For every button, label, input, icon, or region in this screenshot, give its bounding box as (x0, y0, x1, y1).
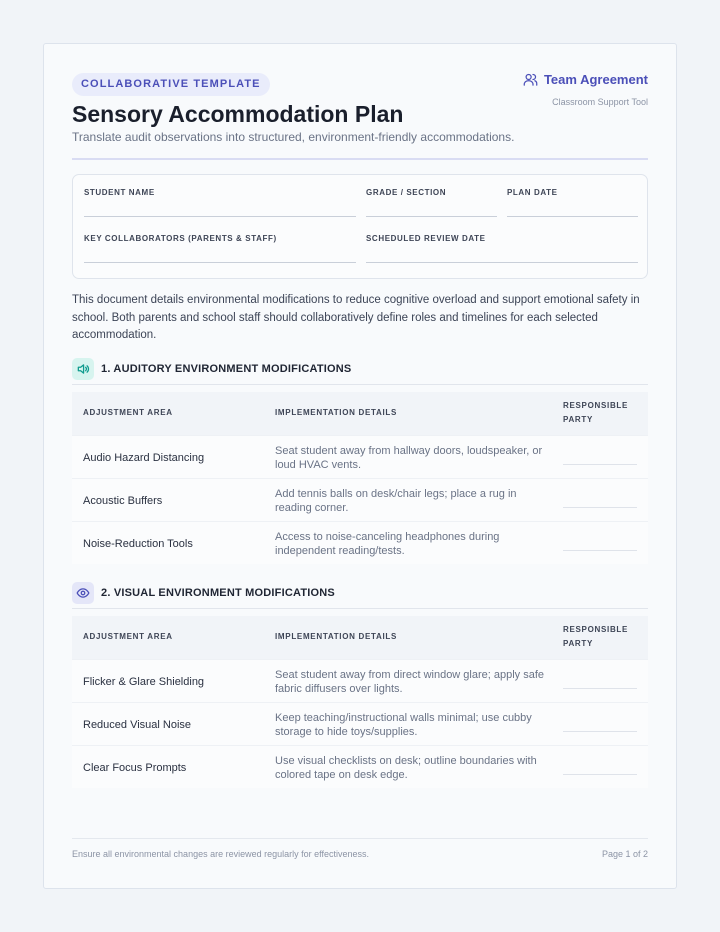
adjustment-area: Noise-Reduction Tools (83, 537, 193, 550)
implementation-details: Add tennis balls on desk/chair legs; place a rug in reading corner. (275, 487, 517, 514)
table-row (72, 435, 648, 478)
col-party-header: RESPONSIBLE PARTY (563, 625, 629, 648)
implementation-details: Seat student away from hallway doors, loudspeaker, or loud HVAC vents. (275, 444, 543, 471)
adjustment-area: Clear Focus Prompts (83, 761, 187, 774)
col-area-header: ADJUSTMENT AREA (83, 632, 173, 641)
col-details-header: IMPLEMENTATION DETAILS (275, 408, 398, 417)
review-date-field[interactable] (366, 234, 638, 243)
col-area-header: ADJUSTMENT AREA (83, 408, 173, 417)
responsible-party-input[interactable] (563, 774, 637, 775)
intro-paragraph: This document details environmental modifications to reduce cognitive overload and support emotional safety in school. Both parents and school staff should collaboratively define roles and timelines for each selected accommodation. (72, 294, 640, 341)
page-subtitle: Translate audit observations into structured, environment-friendly accommodations. (72, 130, 515, 144)
table-row (72, 745, 648, 788)
users-icon (523, 72, 538, 87)
section-visual-divider (72, 608, 648, 609)
implementation-details: Keep teaching/instructional walls minimal; use cubby storage to hide toys/supplies. (275, 711, 532, 738)
eye-icon (72, 582, 94, 604)
team-agreement-label: Team Agreement (543, 72, 648, 87)
table-header (72, 392, 648, 435)
implementation-details: Seat student away from direct window glare; apply safe fabric diffusers over lights. (275, 668, 545, 695)
table-header (72, 616, 648, 659)
header-divider (72, 158, 648, 160)
section-auditory-divider (72, 384, 648, 385)
adjustment-area: Audio Hazard Distancing (83, 451, 205, 464)
student-name-label: STUDENT NAME (84, 188, 155, 197)
collaborators-label: KEY COLLABORATORS (PARENTS & STAFF) (84, 234, 277, 243)
section-auditory-heading (72, 358, 648, 380)
responsible-party-input[interactable] (563, 464, 637, 465)
table-row (72, 702, 648, 745)
responsible-party-input[interactable] (563, 507, 637, 508)
plan-date-label: PLAN DATE (507, 188, 558, 197)
template-badge: COLLABORATIVE TEMPLATE (72, 73, 270, 96)
plan-date-field[interactable] (507, 188, 638, 197)
col-details-header: IMPLEMENTATION DETAILS (275, 632, 398, 641)
table-row (72, 521, 648, 564)
team-agreement (523, 72, 648, 87)
auditory-table (72, 392, 648, 564)
table-row (72, 478, 648, 521)
page-title: Sensory Accommodation Plan (72, 101, 404, 127)
speaker-icon (72, 358, 94, 380)
section-visual-title: 2. VISUAL ENVIRONMENT MODIFICATIONS (101, 587, 335, 599)
adjustment-area: Reduced Visual Noise (83, 718, 192, 731)
footer-note: Ensure all environmental changes are reviewed regularly for effectiveness. (72, 849, 369, 859)
section-visual-heading (72, 582, 648, 604)
section-auditory-title: 1. AUDITORY ENVIRONMENT MODIFICATIONS (101, 363, 352, 375)
col-party-header: RESPONSIBLE PARTY (563, 401, 629, 424)
table-row (72, 659, 648, 702)
plan-date-line (507, 216, 638, 217)
visual-table (72, 616, 648, 788)
responsible-party-input[interactable] (563, 550, 637, 551)
student-name-line (84, 216, 356, 217)
collaborators-line (84, 262, 356, 263)
page-number: Page 1 of 2 (601, 849, 648, 859)
document-page (43, 43, 677, 889)
responsible-party-input[interactable] (563, 731, 637, 732)
collaborators-field[interactable] (84, 234, 356, 243)
tool-label: Classroom Support Tool (552, 97, 648, 107)
footer-divider (72, 838, 648, 839)
implementation-details: Use visual checklists on desk; outline boundaries with colored tape on desk edge. (275, 754, 537, 781)
adjustment-area: Acoustic Buffers (83, 494, 163, 507)
responsible-party-input[interactable] (563, 688, 637, 689)
grade-section-label: GRADE / SECTION (366, 188, 447, 197)
implementation-details: Access to noise-canceling headphones during independent reading/tests. (275, 530, 500, 557)
review-date-label: SCHEDULED REVIEW DATE (366, 234, 486, 243)
student-info-form (72, 174, 648, 279)
grade-section-field[interactable] (366, 188, 497, 197)
student-name-field[interactable] (84, 188, 356, 197)
adjustment-area: Flicker & Glare Shielding (83, 675, 205, 688)
review-date-line (366, 262, 638, 263)
grade-section-line (366, 216, 497, 217)
